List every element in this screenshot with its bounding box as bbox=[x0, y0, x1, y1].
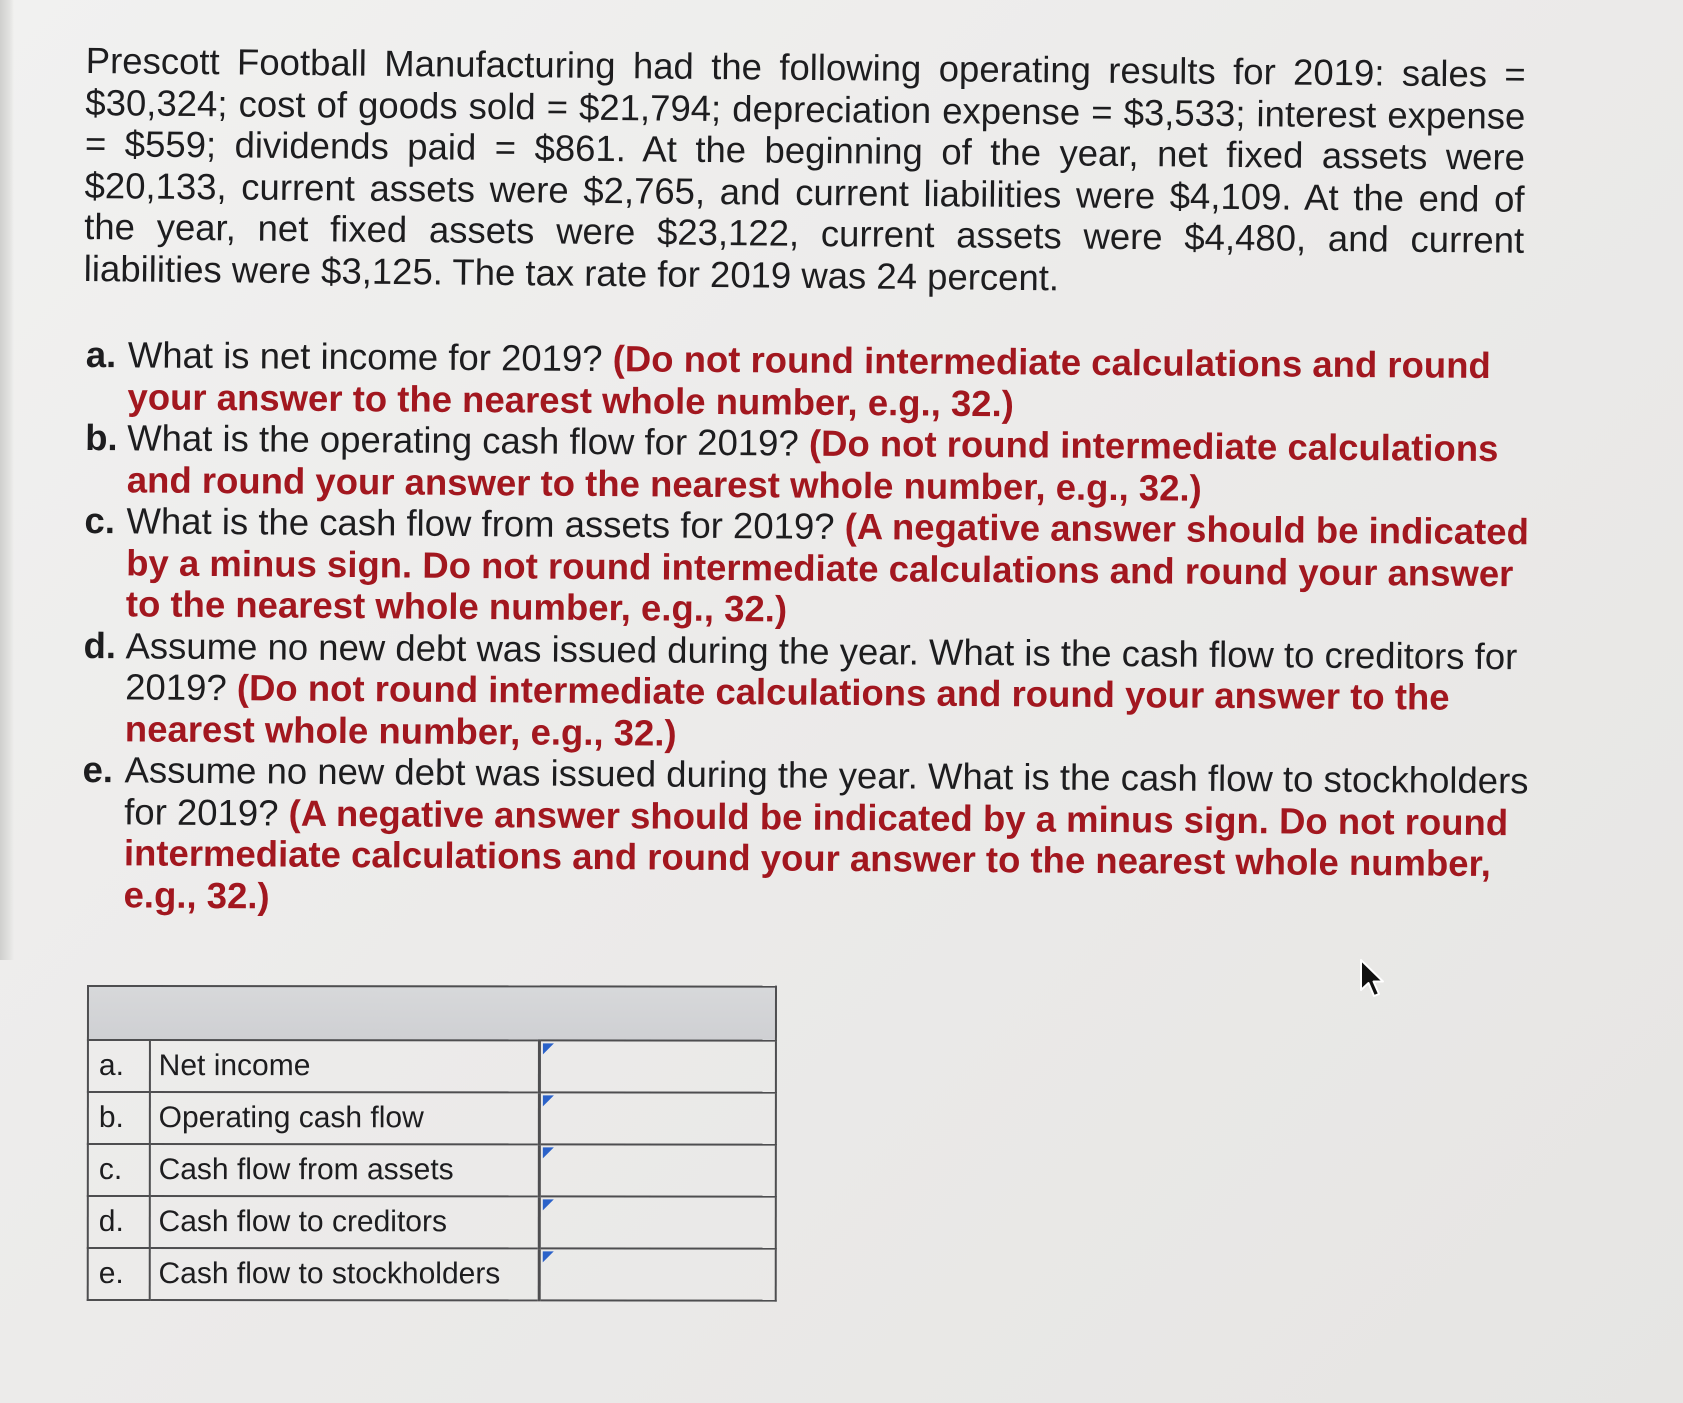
row-label: Cash flow from assets bbox=[150, 1144, 540, 1196]
question-d bbox=[83, 624, 1534, 760]
question-instruction: (A negative answer should be indicated by a minus sign. Do not round intermediate calculations and round your answer to the nearest whole number, e.g., 32.) bbox=[125, 505, 1530, 630]
question-instruction: (Do not round intermediate calculations and round your answer to the nearest whole number, e.g., 32.) bbox=[124, 667, 1450, 754]
question-letter: e. bbox=[82, 748, 114, 791]
blue-triangle-marker-icon bbox=[543, 1199, 554, 1210]
net-income-input[interactable] bbox=[541, 1041, 779, 1091]
table-row bbox=[88, 1092, 776, 1145]
row-letter: a. bbox=[88, 1040, 150, 1092]
page-left-edge-shadow bbox=[0, 0, 14, 960]
question-c bbox=[84, 500, 1535, 636]
question-letter: b. bbox=[85, 416, 118, 459]
answer-table bbox=[87, 985, 777, 1302]
question-instruction: (A negative answer should be indicated by a minus sign. Do not round intermediate calculations and round your answer to the nearest whole number, e.g., 32.) bbox=[123, 792, 1509, 916]
blue-triangle-marker-icon bbox=[543, 1251, 554, 1262]
answer-cell[interactable] bbox=[540, 1092, 776, 1144]
question-letter: c. bbox=[84, 499, 116, 542]
question-text: What is the cash flow from assets for 2019? bbox=[126, 500, 835, 547]
row-label: Cash flow to creditors bbox=[150, 1196, 540, 1248]
question-letter: a. bbox=[85, 334, 117, 376]
row-letter: b. bbox=[88, 1092, 150, 1144]
cash-flow-to-creditors-input[interactable] bbox=[541, 1197, 779, 1247]
cash-flow-from-assets-input[interactable] bbox=[541, 1145, 779, 1195]
answer-cell[interactable] bbox=[540, 1144, 776, 1196]
row-letter: e. bbox=[88, 1248, 150, 1300]
answer-table-header bbox=[88, 986, 776, 1041]
answer-table-header-cell bbox=[88, 986, 776, 1041]
answer-cell[interactable] bbox=[539, 1248, 775, 1300]
row-label: Net income bbox=[150, 1040, 540, 1092]
answer-cell[interactable] bbox=[539, 1196, 775, 1248]
question-text: What is net income for 2019? bbox=[127, 334, 603, 380]
row-letter: d. bbox=[88, 1196, 150, 1248]
question-instruction: (Do not round intermediate calculations and round your answer to the nearest whole number, e.g., 32.) bbox=[127, 338, 1491, 424]
question-b bbox=[85, 417, 1536, 511]
table-row bbox=[88, 1248, 776, 1301]
row-label: Cash flow to stockholders bbox=[149, 1248, 539, 1300]
table-row bbox=[88, 1040, 776, 1093]
blue-triangle-marker-icon bbox=[543, 1095, 554, 1106]
table-row bbox=[88, 1144, 776, 1197]
question-text: Assume no new debt was issued during the year. What is the cash flow to stockholders for 2019? bbox=[124, 749, 1529, 834]
row-letter: c. bbox=[88, 1144, 150, 1196]
question-text: Assume no new debt was issued during the year. What is the cash flow to creditors for 2019? bbox=[125, 624, 1518, 709]
question-text: What is the operating cash flow for 2019? bbox=[127, 417, 799, 464]
blue-triangle-marker-icon bbox=[543, 1043, 554, 1054]
blue-triangle-marker-icon bbox=[543, 1147, 554, 1158]
cash-flow-to-stockholders-input[interactable] bbox=[541, 1249, 779, 1299]
answer-cell[interactable] bbox=[540, 1040, 776, 1092]
arrow-cursor-icon bbox=[1359, 958, 1389, 1000]
table-row bbox=[88, 1196, 776, 1249]
question-letter: d. bbox=[83, 624, 117, 666]
row-label: Operating cash flow bbox=[150, 1092, 540, 1144]
question-e bbox=[81, 749, 1532, 926]
question-a bbox=[85, 334, 1536, 428]
operating-cash-flow-input[interactable] bbox=[541, 1093, 779, 1143]
question-instruction: (Do not round intermediate calculations and round your answer to the nearest whole number, e.g., 32.) bbox=[126, 422, 1499, 509]
problem-statement: Prescott Football Manufacturing had the following operating results for 2019: sales = $30,324; cost of goods sold = $21,794; depreciation expense = $3,533; interest expense = $559; dividends paid = $861. At the beginning of the year, net fixed assets were $20,133, current assets were $2,765, and current liabilities were $4,109. At the end of the year, net fixed assets were $23,122, current assets were $4,480, and current liabilities were $3,125. The tax rate for 2019 was 24 percent. bbox=[83, 40, 1526, 298]
question-list bbox=[81, 334, 1536, 926]
